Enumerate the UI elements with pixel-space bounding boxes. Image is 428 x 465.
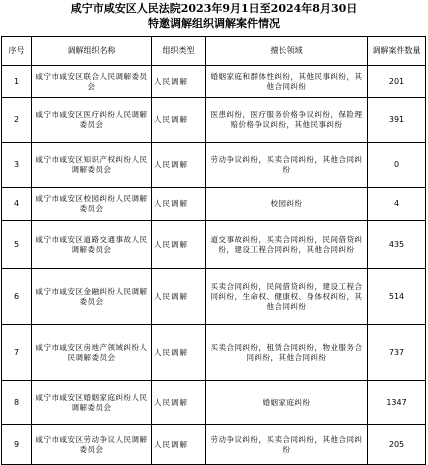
row-org: 咸宁市咸安区医疗纠纷人民调解委员会 — [32, 98, 152, 143]
row-org: 咸宁市咸安区劳动争议人民调解委员会 — [32, 425, 152, 465]
row-type: 人民调解 — [152, 98, 206, 143]
row-org: 咸宁市咸安区婚姻家庭纠纷人民调解委员会 — [32, 381, 152, 425]
header-type: 组织类型 — [152, 37, 206, 66]
row-count: 201 — [368, 66, 426, 98]
header-org: 调解组织名称 — [32, 37, 152, 66]
header-specialty: 擅长领域 — [206, 37, 368, 66]
document-page — [0, 1, 428, 456]
table-row — [2, 221, 426, 269]
row-specialty: 买卖合同纠纷，民间借贷纠纷，建设工程合同纠纷，生命权、健康权、身体权纠纷，其他合同纠纷 — [206, 269, 368, 325]
mediation-cases-table — [1, 36, 426, 465]
row-specialty: 医患纠纷，医疗服务价格争议纠纷，保险理赔价格争议纠纷，其他民事纠纷 — [206, 98, 368, 143]
row-specialty: 劳动争议纠纷，买卖合同纠纷，其他合同纠纷 — [206, 425, 368, 465]
row-specialty: 婚姻家庭纠纷 — [206, 381, 368, 425]
row-type: 人民调解 — [152, 381, 206, 425]
header-count: 调解案件数量 — [368, 37, 426, 66]
row-type: 人民调解 — [152, 66, 206, 98]
row-type: 人民调解 — [152, 188, 206, 221]
table-row — [2, 325, 426, 381]
table-row — [2, 143, 426, 188]
row-specialty: 买卖合同纠纷，租赁合同纠纷，物业服务合同纠纷，其他合同纠纷 — [206, 325, 368, 381]
row-index: 5 — [2, 221, 32, 269]
row-count: 514 — [368, 269, 426, 325]
row-count: 4 — [368, 188, 426, 221]
table-row — [2, 425, 426, 465]
row-org: 咸宁市咸安区联合人民调解委员会 — [32, 66, 152, 98]
row-type: 人民调解 — [152, 325, 206, 381]
row-specialty: 校园纠纷 — [206, 188, 368, 221]
table-row — [2, 269, 426, 325]
row-count: 435 — [368, 221, 426, 269]
table-row — [2, 381, 426, 425]
row-count: 737 — [368, 325, 426, 381]
row-specialty: 劳动争议纠纷，买卖合同纠纷，其他合同纠纷 — [206, 143, 368, 188]
row-count: 1347 — [368, 381, 426, 425]
row-index: 2 — [2, 98, 32, 143]
row-index: 4 — [2, 188, 32, 221]
row-type: 人民调解 — [152, 221, 206, 269]
row-type: 人民调解 — [152, 425, 206, 465]
row-specialty: 道交事故纠纷，买卖合同纠纷，民间借贷纠纷，建设工程合同纠纷，其他合同纠纷 — [206, 221, 368, 269]
row-org: 咸宁市咸安区知识产权纠纷人民调解委员会 — [32, 143, 152, 188]
row-index: 6 — [2, 269, 32, 325]
header-index: 序号 — [2, 37, 32, 66]
row-index: 1 — [2, 66, 32, 98]
row-org: 咸宁市咸安区金融纠纷人民调解委员会 — [32, 269, 152, 325]
row-org: 咸宁市咸安区校园纠纷人民调解委员会 — [32, 188, 152, 221]
row-count: 0 — [368, 143, 426, 188]
row-count: 205 — [368, 425, 426, 465]
row-specialty: 婚姻家庭和群体性纠纷，其他民事纠纷，其他合同纠纷 — [206, 66, 368, 98]
row-org: 咸宁市咸安区道路交通事故人民调解委员会 — [32, 221, 152, 269]
table-header-row — [2, 37, 426, 66]
table-row — [2, 66, 426, 98]
row-index: 7 — [2, 325, 32, 381]
row-org: 咸宁市咸安区房地产领域纠纷人民调解委员会 — [32, 325, 152, 381]
title-line-1: 咸宁市咸安区人民法院2023年9月1日至2024年8月30日 — [70, 2, 358, 15]
document-title — [0, 1, 428, 31]
row-type: 人民调解 — [152, 269, 206, 325]
title-line-2: 特邀调解组织调解案件情况 — [148, 17, 280, 30]
row-count: 391 — [368, 98, 426, 143]
row-type: 人民调解 — [152, 143, 206, 188]
row-index: 3 — [2, 143, 32, 188]
table-row — [2, 98, 426, 143]
row-index: 8 — [2, 381, 32, 425]
table-row — [2, 188, 426, 221]
row-index: 9 — [2, 425, 32, 465]
